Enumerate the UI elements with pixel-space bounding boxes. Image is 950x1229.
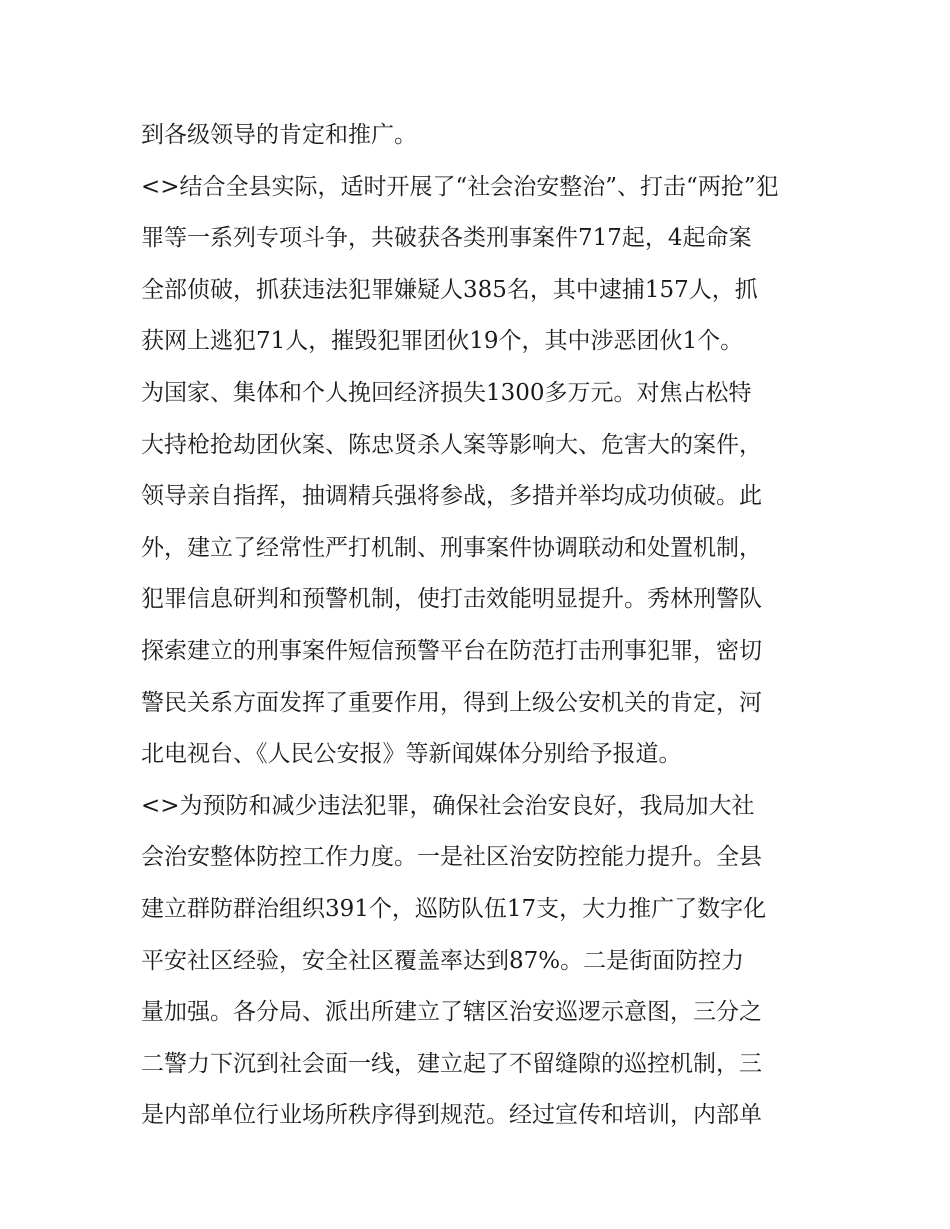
text-line: 量加强。各分局、派出所建立了辖区治安巡逻示意图，三分之: [141, 999, 762, 1026]
text-line: 犯罪信息研判和预警机制，使打击效能明显提升。秀林刑警队: [141, 586, 762, 613]
text-line: 警民关系方面发挥了重要作用，得到上级公安机关的肯定，河: [141, 689, 762, 716]
text-line: 平安社区经验，安全社区覆盖率达到87%。二是街面防控力: [141, 947, 745, 974]
text-line: 建立群防群治组织391个，巡防队伍17支，大力推广了数字化: [141, 895, 767, 922]
text-line: 二警力下沉到社会面一线，建立起了不留缝隙的巡控机制，三: [141, 1050, 762, 1077]
body-text: [141, 110, 841, 1142]
text-line: 领导亲自指挥，抽调精兵强将参战，多措并举均成功侦破。此: [141, 483, 762, 510]
text-line: 大持枪抢劫团伙案、陈忠贤杀人案等影响大、危害大的案件，: [141, 431, 762, 458]
text-line: 到各级领导的肯定和推广。: [141, 122, 417, 148]
text-line: 北电视台、《人民公安报》等新闻媒体分别给予报道。: [141, 741, 682, 768]
text-line: <>为预防和减少违法犯罪，确保社会治安良好，我局加大社: [141, 792, 755, 819]
text-line: 是内部单位行业场所秩序得到规范。经过宣传和培训，内部单: [141, 1102, 762, 1129]
text-line: 为国家、集体和个人挽回经济损失1300多万元。对焦占松特: [141, 379, 752, 406]
text-line: <>结合全县实际，适时开展了“社会治安整治”、打击“两抢”犯: [141, 173, 779, 200]
text-line: 会治安整体防控工作力度。一是社区治安防控能力提升。全县: [141, 844, 762, 871]
text-line: 全部侦破，抓获违法犯罪嫌疑人385名，其中逮捕157人，抓: [141, 276, 758, 303]
text-line: 探索建立的刑事案件短信预警平台在防范打击刑事犯罪，密切: [141, 637, 762, 664]
text-line: 外，建立了经常性严打机制、刑事案件协调联动和处置机制，: [141, 534, 762, 561]
text-line: 获网上逃犯71人，摧毁犯罪团伙19个，其中涉恶团伙1个。: [141, 328, 744, 355]
text-line: 罪等一系列专项斗争，共破获各类刑事案件717起，4起命案: [141, 225, 752, 252]
